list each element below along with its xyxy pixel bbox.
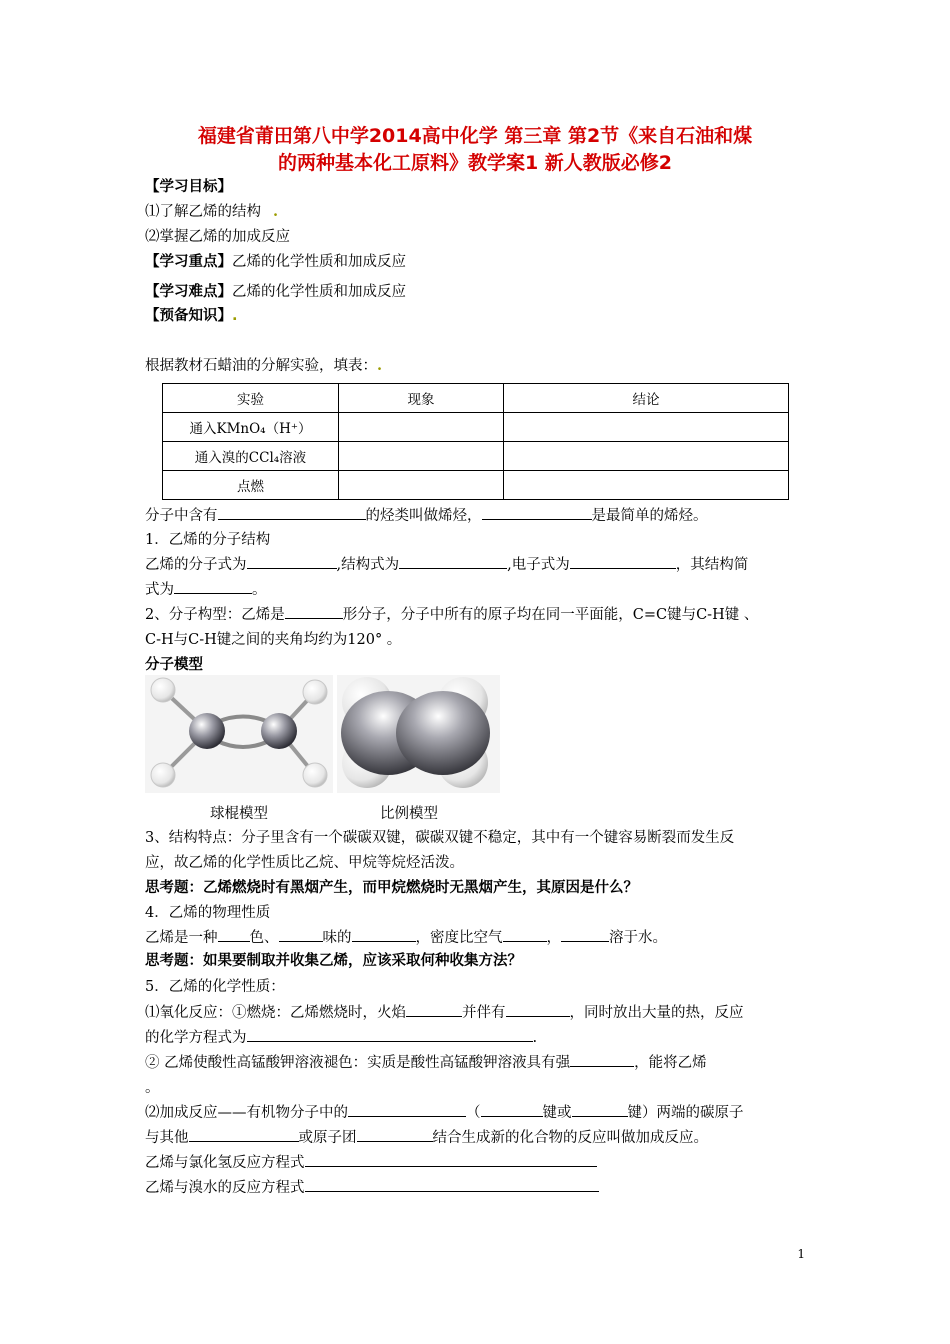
answer-blank[interactable] — [482, 505, 592, 520]
kmno4-line-2: 。 — [145, 1080, 160, 1096]
difficulty-point: 【学习难点】乙烯的化学性质和加成反应 — [145, 284, 406, 300]
table-cell-empty — [339, 413, 504, 442]
answer-blank[interactable] — [481, 1102, 543, 1117]
table-cell-empty — [339, 471, 504, 500]
oxidation-line-1: ⑴氧化反应：①燃烧：乙烯燃烧时，火焰 并伴有 ，同时放出大量的热，反应 — [145, 1002, 744, 1024]
section-1-line-1: 乙烯的分子式为 ,结构式为 ,电子式为 ，其结构简 — [145, 554, 748, 576]
caption-ball-stick: 球棍模型 — [210, 806, 268, 822]
answer-blank[interactable] — [352, 927, 416, 942]
goals-heading: 【学习目标】 — [145, 179, 232, 195]
answer-blank[interactable] — [279, 927, 323, 942]
section-4-heading: 4．乙烯的物理性质 — [145, 905, 271, 921]
section-4-line: 乙烯是一种 色、 味的 ，密度比空气 ， 溶于水。 — [145, 927, 667, 949]
answer-blank[interactable] — [572, 1102, 628, 1117]
answer-blank[interactable] — [305, 1152, 597, 1167]
answer-blank[interactable] — [570, 1052, 634, 1067]
oxidation-line-2: 的化学方程式为 . — [145, 1027, 537, 1049]
page-number: 1 — [797, 1247, 805, 1261]
table-cell-empty — [504, 471, 789, 500]
think-question-2: 思考题：如果要制取并收集乙烯，应该采取何种收集方法？ — [145, 953, 522, 969]
answer-blank[interactable] — [218, 927, 250, 942]
table-row — [163, 471, 789, 500]
table-row — [163, 413, 789, 442]
experiment-table — [162, 383, 789, 500]
answer-blank[interactable] — [218, 505, 366, 520]
mark-dot: . — [377, 357, 383, 374]
addition-line-1: ⑵加成反应——有机物分子中的 （ 键或 键）两端的碳原子 — [145, 1102, 744, 1124]
key-point: 【学习重点】乙烯的化学性质和加成反应 — [145, 254, 406, 270]
section-5-heading: 5．乙烯的化学性质： — [145, 979, 285, 995]
section-2-line-1: 2、分子构型：乙烯是 形分子，分子中所有的原子均在同一平面能，C=C键与C-H键 、 — [145, 604, 758, 626]
section-1-heading: 1．乙烯的分子结构 — [145, 532, 271, 548]
table-header-cell: 实验 — [163, 384, 339, 413]
prep-heading: 【预备知识】. — [145, 308, 238, 324]
addition-line-2: 与其他 或原子团 结合生成新的化合物的反应叫做加成反应。 — [145, 1127, 708, 1149]
answer-blank[interactable] — [506, 1002, 570, 1017]
table-intro: 根据教材石蜡油的分解实验，填表：. — [145, 357, 383, 374]
table-header-row — [163, 384, 789, 413]
table-cell: 通入溴的CCl₄溶液 — [163, 442, 339, 471]
answer-blank[interactable] — [174, 579, 252, 594]
ball-stick-model — [145, 675, 333, 793]
answer-blank[interactable] — [399, 554, 507, 569]
space-fill-model — [337, 675, 500, 793]
ethylene-models — [145, 675, 500, 793]
caption-space-fill: 比例模型 — [380, 806, 438, 822]
document-title — [120, 123, 830, 177]
section-3-line-1: 3、结构特点：分子里含有一个碳碳双键，碳碳双键不稳定，其中有一个键容易断裂而发生反 — [145, 830, 735, 846]
mark-dot: . — [232, 308, 238, 324]
table-cell: 通入KMnO₄（H⁺） — [163, 413, 339, 442]
model-heading: 分子模型 — [145, 657, 203, 673]
answer-blank[interactable] — [357, 1127, 433, 1142]
answer-blank[interactable] — [189, 1127, 299, 1142]
table-cell-empty — [339, 442, 504, 471]
kmno4-line-1: ② 乙烯使酸性高锰酸钾溶液褪色：实质是酸性高锰酸钾溶液具有强 ，能将乙烯 — [145, 1052, 707, 1074]
answer-blank[interactable] — [570, 554, 676, 569]
answer-blank[interactable] — [406, 1002, 462, 1017]
table-cell: 点燃 — [163, 471, 339, 500]
answer-blank[interactable] — [503, 927, 547, 942]
section-3-line-2: 应，故乙烯的化学性质比乙烷、甲烷等烷烃活泼。 — [145, 855, 464, 871]
table-cell-empty — [504, 442, 789, 471]
answer-blank[interactable] — [247, 554, 337, 569]
answer-blank[interactable] — [247, 1027, 533, 1042]
goal-item-1: ⑴了解乙烯的结构 . — [145, 203, 279, 220]
table-cell-empty — [504, 413, 789, 442]
bromine-equation-line: 乙烯与溴水的反应方程式 — [145, 1177, 599, 1199]
goal-item-2: ⑵掌握乙烯的加成反应 — [145, 229, 290, 245]
answer-blank[interactable] — [348, 1102, 466, 1117]
mark-dot: . — [273, 203, 279, 220]
section-1-line-2: 式为 。 — [145, 579, 267, 601]
answer-blank[interactable] — [305, 1177, 599, 1192]
table-header-cell: 结论 — [504, 384, 789, 413]
think-question-1: 思考题：乙烯燃烧时有黑烟产生，而甲烷燃烧时无黑烟产生，其原因是什么？ — [145, 880, 638, 896]
alkene-definition: 分子中含有 的烃类叫做烯烃， 是最简单的烯烃。 — [145, 505, 708, 527]
title-line-2: 的两种基本化工原料》教学案1 新人教版必修2 — [277, 152, 673, 174]
answer-blank[interactable] — [561, 927, 609, 942]
section-2-line-2: C-H与C-H键之间的夹角均约为120° 。 — [145, 632, 402, 648]
hcl-equation-line: 乙烯与氯化氢反应方程式 — [145, 1152, 597, 1174]
answer-blank[interactable] — [285, 604, 343, 619]
table-row — [163, 442, 789, 471]
title-line-1: 福建省莆田第八中学2014高中化学 第三章 第2节《来自石油和煤 — [197, 125, 753, 147]
table-header-cell: 现象 — [339, 384, 504, 413]
